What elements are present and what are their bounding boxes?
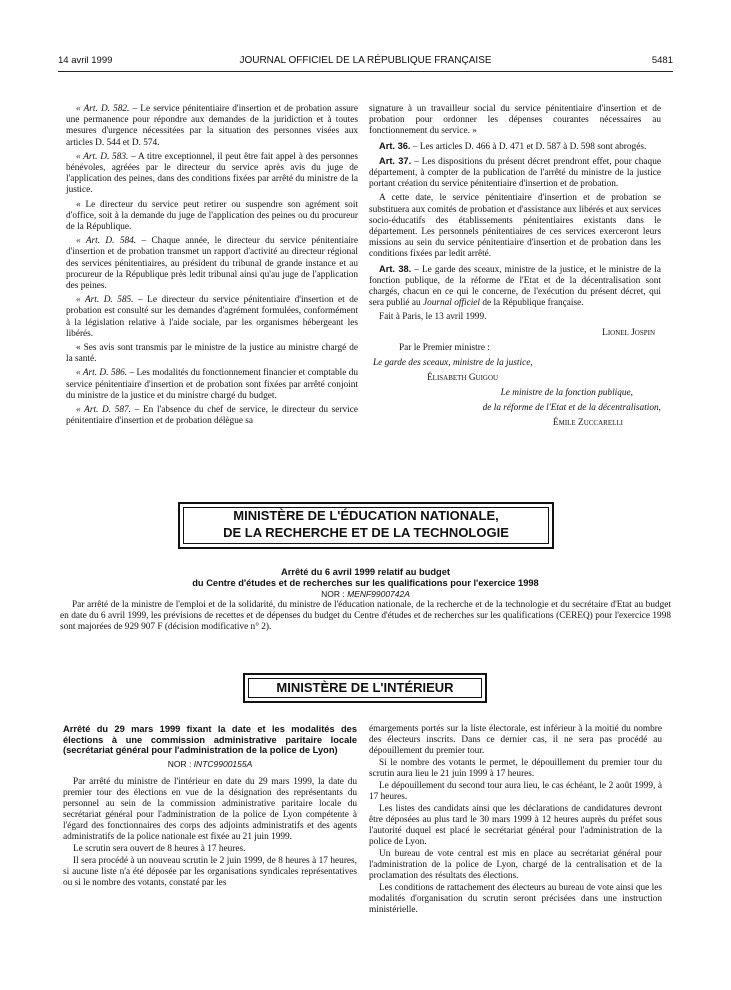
ministry-interieur-label: MINISTÈRE DE L'INTÉRIEUR (276, 680, 454, 695)
arrete-lyon-p2: Le scrutin sera ouvert de 8 heures à 17 heures. (73, 843, 246, 854)
article-d584: « Art. D. 584. – Chaque année, le directeur du service pénitentiaire d'insertion et de probation transmet un rapport d'activité au directeur régional des services pénitentiaires, au président du tribunal de grande instance et au procureur de la République près ledit tribunal ainsi qu'au juge de l'application des peines. (66, 236, 359, 292)
ministry-heading-interieur (243, 673, 487, 703)
garde-des-sceaux-title: Le garde des sceaux, ministre de la justice, (373, 357, 533, 368)
arrete-lyon-p8: Un bureau de vote central est mis en place au secrétariat général pour l'administration de la police de Lyon, chargé de la centralisation et de la proclamation des résultats des élections. (369, 849, 662, 881)
article-d585-cont: « Ses avis sont transmis par le ministre de la justice au ministre chargé de la santé. (66, 343, 358, 365)
article-d585: « Art. D. 585. – Le directeur du service pénitentiaire d'insertion et de probation est consulté sur les demandes d'agrément formulées, conformément à la législation relative à l'aide sociale, par les organismes hébergeant les libérés. (66, 295, 358, 339)
arrete-cereq-heading (60, 567, 671, 600)
ministry-education-line-2: DE LA RECHERCHE ET DE LA TECHNOLOGIE (223, 525, 509, 540)
arrete-lyon-p6: Le dépouillement du second tour aura lieu, le cas échéant, le 2 août 1999, à 17 heures. (369, 781, 662, 802)
fonction-publique-name: Émile Zuccarelli (552, 417, 623, 428)
header-journal-title: JOURNAL OFFICIEL DE LA RÉPUBLIQUE FRANÇAISE (239, 55, 492, 66)
arrete-lyon-right-column (369, 724, 662, 917)
fait-a-paris: Fait à Paris, le 13 avril 1999. (379, 312, 487, 323)
arrete-lyon-p5: Si le nombre des votants le permet, le dépouillement du premier tour du scrutin aura lieu le 21 juin 1999 à 17 heures. (369, 758, 662, 779)
article-d583-cont: « Le directeur du service peut retirer ou suspendre son agrément soit d'office, soit à la demande du juge de l'application des peines ou du procureur de la République. (66, 199, 358, 233)
article-d583: « Art. D. 583. – A titre exceptionnel, il peut être fait appel à des personnes bénévoles, agréées par le directeur du service après avis du juge de l'application des peines, dans des conditions fixées par arrêté du ministre de la justice. (66, 151, 359, 196)
article-38: Art. 38. – Le garde des sceaux, ministre de la justice, et le ministre de la fonction publique, de la réforme de l'Etat et de la décentralisation sont chargés, chacun en ce qui le concerne, de l'exécution du présent décret, qui sera publié au Journal officiel de la République française. (369, 263, 661, 309)
page-header (58, 55, 673, 71)
arrete-lyon-title: Arrêté du 29 mars 1999 fixant la date et les modalités des élections à une commission administrative paritaire locale (secrétariat général pour l'administration de la police de Lyon) (63, 724, 357, 755)
garde-des-sceaux-name: Élisabeth Guigou (427, 372, 499, 383)
arrete-cereq-body (60, 600, 671, 633)
right-column (369, 104, 661, 432)
article-37: Art. 37. – Les dispositions du présent décret prendront effet, pour chaque département, à compter de la publication de l'arrêté du ministre de la justice portant création du service pénitentiaire d'insertion et de probation. (369, 155, 661, 190)
header-date: 14 avril 1999 (58, 55, 113, 66)
header-page-number: 5481 (651, 55, 673, 66)
article-d586: « Art. D. 586. – Les modalités du fonctionnement financier et comptable du service pénitentiaire d'insertion et de probation sont fixées par arrêté conjoint du ministre de la justice et du ministre chargé du budget. (66, 368, 358, 401)
left-column (66, 104, 358, 430)
fonction-publique-title-2: de la réforme de l'Etat et de la décentralisation, (482, 402, 661, 413)
ministry-education-line-1: MINISTÈRE DE L'ÉDUCATION NATIONALE, (233, 508, 499, 523)
article-d587: « Art. D. 587. – En l'absence du chef de service, le directeur du service pénitentiaire d'insertion et de probation délègue sa (66, 405, 358, 427)
article-d587-cont: signature à un travailleur social du service pénitentiaire d'insertion et de probation pour ordonner les dépenses courantes nécessaires au fonctionnement du service. » (369, 104, 661, 137)
arrete-cereq-nor: NOR : MENF9900742A (321, 589, 410, 599)
arrete-lyon-p9: Les conditions de rattachement des électeurs au bureau de vote ainsi que les modalités d'organisation du scrutin seront précisées dans une instruction ministérielle. (369, 883, 662, 915)
arrete-cereq-paragraph: Par arrêté de la ministre de l'emploi et de la solidarité, du ministre de l'éducation nationale, de la recherche et de la technologie et du secrétaire d'Etat au budget en date du 6 avril 1999, les prévisions de recettes et de dépenses du budget du Centre d'études et de recherches sur les qualifications (CEREQ) pour l'exercice 1998 sont majorées de 929 907 F (décision modificative n° 2). (60, 600, 671, 632)
article-37-cont: A cette date, le service pénitentiaire d'insertion et de probation se substituera aux comités de probation et d'assistance aux libérés et aux services socio-éducatifs des établissements pénitentiaires existants dans le département. Les personnels pénitentiaires de ces services exerceront leurs missions au sein du service pénitentiaire d'insertion et de probation dans les conditions fixées par ledit arrêté. (369, 193, 661, 260)
arrete-cereq-title-2: du Centre d'études et de recherches sur les qualifications pour l'exercice 1998 (192, 578, 539, 588)
article-d582: « Art. D. 582. – Le service pénitentiaire d'insertion et de probation assure une permanence pour répondre aux demandes de la juridiction et à toutes mesures d'urgence nécessitées par la situation des personnes visées aux articles D. 544 et D. 574. (66, 104, 358, 148)
arrete-lyon-left-column (63, 724, 357, 890)
arrete-cereq-title-1: Arrêté du 6 avril 1999 relatif au budget (281, 567, 450, 577)
header-rule (58, 71, 673, 72)
signer-prime-minister: Lionel Jospin (602, 327, 655, 338)
article-36: Art. 36. – Les articles D. 466 à D. 471 et D. 587 à D. 598 sont abrogés. (379, 140, 647, 152)
arrete-lyon-p1: Par arrêté du ministre de l'intérieur en date du 29 mars 1999, la date du premier tour des élections en vue de la désignation des représentants du personnel au sein de la commission administrative paritaire locale du secrétariat général pour l'administration de la police de Lyon compétente à l'égard des fonctionnaires des corps des adjoints administratifs et des agents administratifs de la police nationale est fixée au 21 juin 1999. (63, 776, 357, 842)
par-premier-ministre: Par le Premier ministre : (399, 342, 490, 353)
ministry-heading-education (178, 502, 554, 549)
arrete-lyon-p3: Il sera procédé à un nouveau scrutin le 2 juin 1999, de 8 heures à 17 heures, si aucune liste n'a été déposée par les organisations syndicales représentatives ou si le nombre des votants, constaté par les (63, 855, 357, 888)
arrete-lyon-nor: NOR : INTC9900155A (167, 758, 253, 769)
fonction-publique-title-1: Le ministre de la fonction publique, (500, 387, 633, 398)
arrete-lyon-p4: émargements portés sur la liste électorale, est inférieur à la moitié du nombre des électeurs inscrits. Dans ce dernier cas, il ne sera pas procédé au dépouillement du premier tour. (369, 724, 662, 756)
arrete-lyon-p7: Les listes des candidats ainsi que les déclarations de candidatures devront être déposées au plus tard le 30 mars 1999 à 12 heures auprès du préfet sous l'autorité duquel est placé le secrétariat général pour l'administration de la police de Lyon. (369, 804, 662, 847)
